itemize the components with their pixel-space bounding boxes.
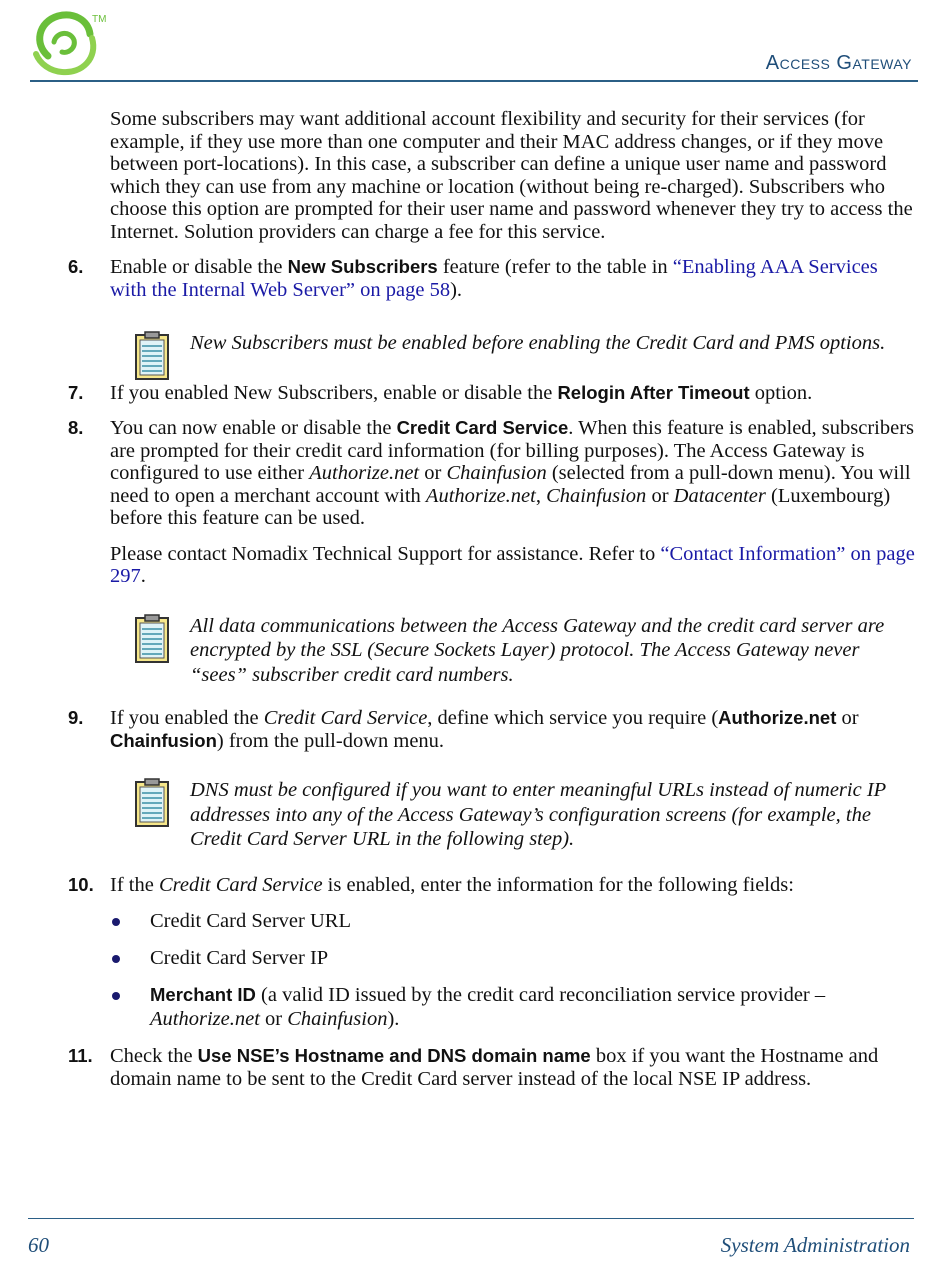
cross-ref-link[interactable]: “Enabling AAA Services with the Internal Web Server” on page 58 (110, 256, 878, 301)
note-2 (190, 614, 920, 688)
step-text: (selected from a pull-down menu). You will need to open a merchant account with (110, 462, 911, 507)
bullet-icon (112, 918, 120, 926)
service-name: Credit Card Service (158, 873, 323, 896)
bullet-text: Credit Card Server IP (150, 947, 329, 969)
step-text: If you enabled the (110, 707, 264, 729)
step-11 (68, 1045, 915, 1090)
step-number: 9. (68, 707, 84, 728)
notepad-icon (134, 614, 170, 664)
header-title: Access Gateway (765, 52, 912, 74)
ui-label: Credit Card Service (396, 417, 569, 438)
step-8 (68, 417, 915, 530)
note-text: All data communications between the Access Gateway and the credit card server are encrypted by the SSL (Secure Sockets Layer) protocol. The Access Gateway never “sees” subscriber credit card numbers. (190, 614, 885, 686)
bullet-text: or (259, 1008, 288, 1030)
step-6 (68, 256, 915, 301)
bullet-icon (112, 955, 120, 963)
svg-text:TM: TM (92, 14, 107, 25)
notepad-icon (134, 331, 170, 381)
service-name: Authorize.net (425, 484, 536, 507)
footer-divider (28, 1218, 914, 1219)
step-10 (68, 873, 915, 897)
step-text: option. (749, 381, 813, 404)
step-text: Enable or disable the (110, 256, 288, 278)
step-text: Please contact Nomadix Technical Support for assistance. Refer to (110, 542, 661, 565)
step-text: or (646, 484, 674, 507)
bullet-text: Credit Card Server URL (150, 910, 351, 932)
page-content (0, 108, 950, 1090)
bullet-item (150, 909, 910, 933)
step-text: , define which service you require ( (427, 707, 719, 729)
note-1 (190, 331, 920, 356)
footer-section-name: System Administration (720, 1233, 910, 1257)
bullet-text: (a valid ID issued by the credit card reconciliation service provider – (255, 984, 826, 1006)
step-number: 10. (68, 873, 94, 895)
step-text: Check the (110, 1045, 198, 1067)
page-number: 60 (28, 1233, 49, 1257)
step-number: 8. (68, 417, 84, 438)
intro-paragraph: Some subscribers may want additional account flexibility and security for their services (for example, if they use more than one computer and their MAC address changes, or if they move between port-locations). In this case, a subscriber can define a unique user name and password which they can use from any machine or location (without being re-charged). Subscribers who choose this option are prompted for their user name and password whenever they try to access the Internet. Solution providers can charge a fee for this service. (110, 108, 913, 243)
step-9 (68, 707, 915, 752)
service-name: Datacenter (673, 484, 766, 507)
step-text: ) from the pull-down menu. (216, 729, 445, 752)
ui-label: New Subscribers (287, 256, 438, 277)
step-text: If you enabled New Subscribers, enable or disable the (110, 381, 558, 404)
cross-ref-link[interactable]: “Contact Information” on page 297 (110, 542, 915, 587)
ui-label: Relogin After Timeout (557, 381, 750, 403)
step-text: feature (refer to the table in (437, 256, 673, 278)
step-number: 6. (68, 256, 84, 277)
nomadix-logo (28, 8, 118, 78)
bullet-icon (112, 992, 120, 1000)
ui-label: Use NSE’s Hostname and DNS domain name (197, 1045, 591, 1066)
service-name: Credit Card Service (263, 707, 428, 729)
step-text: or (419, 462, 447, 484)
step-text: . When this feature is enabled, subscribers are prompted for their credit card information (for billing purposes). The Access Gateway is configured to use either (110, 417, 915, 484)
note-text: DNS must be configured if you want to enter meaningful URLs instead of numeric IP addresses into any of the Access Gateway’s configuration screens (for example, the Credit Card Server URL in the following step). (190, 779, 886, 850)
service-name: Authorize.net (150, 1008, 260, 1030)
ui-label: Merchant ID (150, 984, 256, 1005)
note-text: New Subscribers must be enabled before enabling the Credit Card and PMS options. (190, 332, 886, 354)
step-text: (Luxembourg) before this feature can be used. (110, 484, 891, 529)
bullet-item (150, 983, 910, 1031)
step-text: is enabled, enter the information for the following fields: (322, 873, 794, 896)
contact-paragraph (110, 543, 915, 588)
step-text: ). (450, 278, 463, 301)
step-number: 11. (68, 1045, 93, 1066)
service-name: Chainfusion (287, 1008, 388, 1030)
step-number: 7. (68, 381, 84, 403)
header-divider (30, 80, 918, 82)
bullet-item (150, 946, 910, 970)
step-text: You can now enable or disable the (110, 417, 397, 439)
service-name: Authorize.net (309, 462, 420, 484)
step-7 (68, 381, 915, 405)
step-text: , (535, 484, 547, 507)
step-text: If the (110, 873, 159, 896)
step-text: . (140, 565, 146, 587)
bullet-text: ). (387, 1008, 400, 1030)
ui-label: Authorize.net (718, 707, 837, 728)
service-name: Chainfusion (546, 484, 647, 507)
step-text: or (836, 707, 859, 729)
notepad-icon (134, 778, 170, 828)
service-name: Chainfusion (446, 462, 547, 484)
ui-label: Chainfusion (110, 729, 217, 751)
note-3 (190, 778, 920, 852)
step-text: box if you want the Hostname and domain name to be sent to the Credit Card server instead of the local NSE IP address. (110, 1045, 879, 1090)
